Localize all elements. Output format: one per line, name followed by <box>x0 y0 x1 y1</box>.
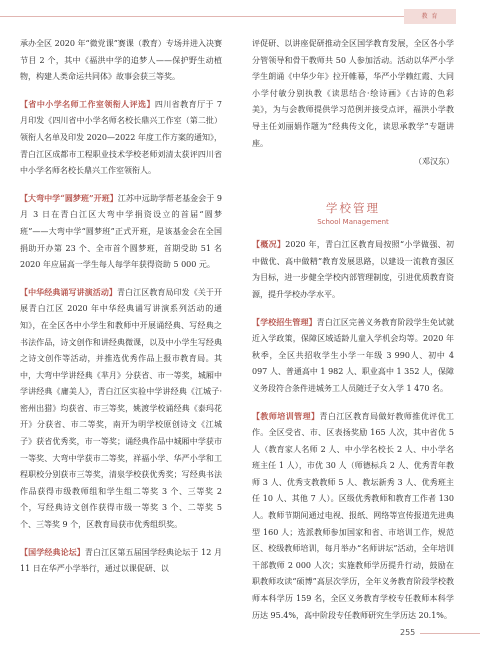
entry-heading: 【教师培训管理】 <box>252 410 320 421</box>
header-rule <box>0 16 404 17</box>
entry-text: 青白江区第五届国学经典论坛于 12 月 11 日在华严小学举行，通过以课促研、以 <box>20 547 223 574</box>
entry-heading: 【大弯中学“圆梦班”开班】 <box>20 192 118 203</box>
entry-text: 青白江区教育局做好教师推优评优工作。全区受省、市、区表扬奖励 165 人次，其中省优 5 人（教育家人名师 2 人、中小学名校长 2 人、中小学名班主任 1 人），市优 30 人（师德标兵 2 人、优秀青年教师 3 人、优秀支教教师 5 人、教坛新秀 3 人、优秀班主任 10 人、其他 7 人）。区级优秀教师和教育工作者 130 人。教师节期间通过电视、报纸、网络等宣传报道先进典型 160 人；选派教师参加国家和省、市培训工作，规范区、校级教师培训，每月举办“名师讲坛”活动，全年培训干部教师 2 000 人次；实施教师学历提升行动，鼓励在职教师攻读“硕博”高层次学历，全年义务教育阶段学校教师本科学历 159 名，全区义务教育学校专任教师本科学历达 95.4%，高中阶段专任教师研究生学历达 20.1%。 <box>252 411 455 620</box>
paragraph: 承办全区 2020 年“微党课”赛课（教育）专场并进入决赛节目 2 个，其中《福洪中学的追梦人——保护野生动植物，构建人类命运共同体》故事会获三等奖。 <box>20 39 222 82</box>
page-number: 255 <box>400 628 416 637</box>
paragraph <box>252 408 454 625</box>
attribution: （邓汉东） <box>414 157 454 167</box>
section-tab: 教 育 <box>404 9 456 24</box>
paragraph <box>252 314 454 398</box>
entry-heading: 【学校招生管理】 <box>252 316 317 327</box>
paragraph: 评促研、以讲座促研推动全区国学教育发展，全区各小学分管领导和骨干教师共 50 人参加活动。活动以华严小学学生朗诵《中华少年》拉开帷幕，华严小学赖红霞、大同小学付敏分别执教《读思结合·绘诗画》《古诗的色彩美》，为与会教师提供学习范例并接受点评，福洪小学教导主任刘丽娟作题为“经典传文化，读思承教学”专题讲座。 <box>252 39 454 148</box>
entry-text: 青白江区完善义务教育阶段学生免试就近入学政策，保障区域适龄儿童入学机会均等。2020 年秋季，全区共招收学生小学一年级 3 990人、初中 4 097 人、普通高中 1 982 人、职业高中 1 352 人，保障义务段符合条件进城务工人员随迁子女入学 1 470 名。 <box>252 317 455 393</box>
paragraph <box>20 190 222 274</box>
paragraph <box>20 96 222 180</box>
entry-heading: 【国学经典论坛】 <box>20 546 85 557</box>
entry-text: 青白江区教育局印发《关于开展青白江区 2020 年中华经典诵写讲演系列活动的通知》，在全区各中小学生和教师中开展诵经典、写经典之书法作品，诗文创作和讲经典微课，以及中小学生写经典之诗文创作等活动，并推选优秀作品上报市教育局。其中，大弯中学讲经典《芈月》分获省、市一等奖，城厢中学讲经典《庸美人》，青白江区实验中学讲经典《江城子·密州出猎》均获省、市三等奖，姚渡学校诵经典《泰玛花开》分获省、市二等奖，南开为明学校原创诗文《江城子》获省优秀奖，市一等奖；诵经典作品中城厢中学获市一等奖、大弯中学获市二等奖，祥福小学、华严小学和工程职校分别获市三等奖，清泉学校获优秀奖；写经典书法作品获得市级教师组和学生组二等奖 3 个、三等奖 2 个，写经典诗文创作获得市级一等奖 3 个、二等奖 5 个、三等奖 9 个，区教育局获市优秀组织奖。 <box>20 287 222 530</box>
entry-text: 四川省教育厅于 7 月印发《四川省中小学名师名校长鼎兴工作室（第二批）领衔人名单及印发 2020—2022 年度工作方案的通知》，青白江区成都市工程职业技术学校老师刘清太获评四川省中小学名师名校长鼎兴工作室领衔人。 <box>20 99 222 176</box>
entry-text: 江苏中远助学帮老基金会于 9 月 3 日在青白江区大弯中学捐资设立的首届“圆梦班”——大弯中学“圆梦班”正式开班，是该基金会在全国捐助开办第 23 个、全市首个圆梦班，首期受助 51 名 2020 年应届高一学生每人每学年获得资助 5 000 元。 <box>20 193 222 270</box>
entry-text: 2020 年，青白江区教育局按照“小学做强、初中做优、高中做精”教育发展思路，以建设一流教育强区为目标，进一步健全学校内部管理制度，引进优质教育资源，提升学校办学水平。 <box>252 240 454 299</box>
section-subtitle: School Management <box>317 218 389 227</box>
footer-rule <box>420 633 480 634</box>
entry-heading: 【中华经典诵写讲演活动】 <box>20 286 117 297</box>
entry-heading: 【概况】 <box>252 239 286 250</box>
paragraph <box>20 284 222 534</box>
right-column <box>252 36 454 624</box>
left-column <box>20 36 222 578</box>
entry-heading: 【省中小学名师工作室领衔人评选】 <box>20 98 155 109</box>
paragraph <box>20 544 222 578</box>
section-title: 学校管理 <box>326 201 380 216</box>
paragraph <box>252 236 454 303</box>
